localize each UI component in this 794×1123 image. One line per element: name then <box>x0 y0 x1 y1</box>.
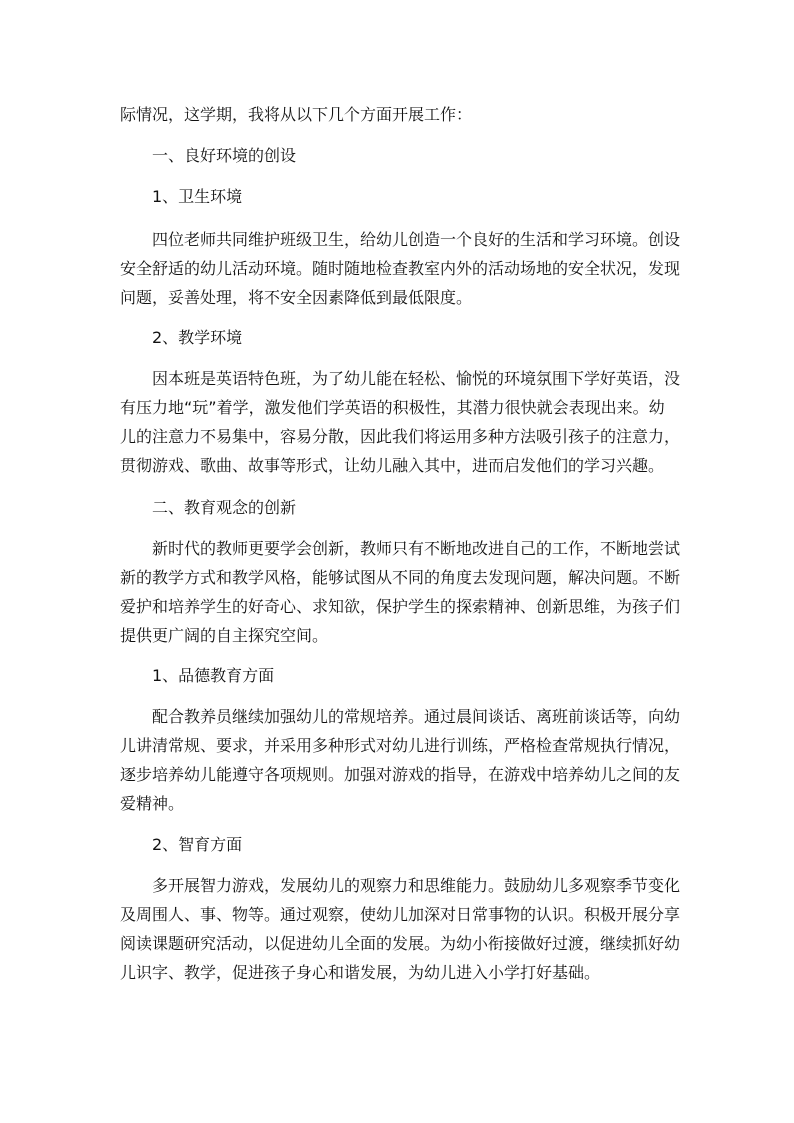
paragraph-line: 新的教学方式和教学风格，能够试图从不同的角度去发现问题，解决问题。不断 <box>120 568 681 587</box>
paragraph-line: 多开展智力游戏，发展幼儿的观察力和思维能力。鼓励幼儿多观察季节变化 <box>152 876 681 895</box>
paragraph-line: 因本班是英语特色班，为了幼儿能在轻松、愉悦的环境氛围下学好英语，没 <box>152 369 681 388</box>
paragraph-moral-education <box>120 702 680 818</box>
paragraph-line: 儿讲清常规、要求，并采用多种形式对幼儿进行训练，严格检查常规执行情况， <box>120 736 681 755</box>
paragraph-line: 爱护和培养学生的好奇心、求知欲，保护学生的探索精神、创新思维，为孩子们 <box>120 597 681 616</box>
paragraph-innovation <box>120 534 680 650</box>
subheading-hygiene-environment: 1、卫生环境 <box>152 187 243 206</box>
subheading-intellectual-education: 2、智育方面 <box>152 835 243 854</box>
paragraph-line: 提供更广阔的自主探究空间。 <box>120 626 329 645</box>
paragraph-intellectual-education <box>120 871 680 987</box>
paragraph-line: 四位老师共同维护班级卫生，给幼儿创造一个良好的生活和学习环境。创设 <box>152 230 681 249</box>
paragraph-line: 有压力地“玩”着学，激发他们学英语的积极性，其潜力很快就会表现出来。幼 <box>120 398 665 417</box>
paragraph-line: 新时代的教师更要学会创新，教师只有不断地改进自己的工作，不断地尝试 <box>152 539 681 558</box>
paragraph-line: 爱精神。 <box>120 794 185 813</box>
paragraph-line: 逐步培养幼儿能遵守各项规则。加强对游戏的指导，在游戏中培养幼儿之间的友 <box>120 765 681 784</box>
paragraph-line: 阅读课题研究活动，以促进幼儿全面的发展。为幼小衔接做好过渡，继续抓好幼 <box>120 934 681 953</box>
paragraph-line: 安全舒适的幼儿活动环境。随时随地检查教室内外的活动场地的安全状况，发现 <box>120 259 681 278</box>
section-heading-environment: 一、良好环境的创设 <box>152 146 297 165</box>
paragraph-line: 问题，妥善处理，将不安全因素降低到最低限度。 <box>120 288 473 307</box>
intro-line: 际情况，这学期，我将从以下几个方面开展工作： <box>120 105 473 124</box>
paragraph-teaching <box>120 364 680 480</box>
subheading-teaching-environment: 2、教学环境 <box>152 328 243 347</box>
paragraph-line: 儿识字、教学，促进孩子身心和谐发展，为幼儿进入小学打好基础。 <box>120 963 601 982</box>
document-page <box>120 100 680 987</box>
paragraph-hygiene <box>120 225 680 312</box>
paragraph-line: 儿的注意力不易集中，容易分散，因此我们将运用多种方法吸引孩子的注意力， <box>120 427 681 446</box>
paragraph-line: 配合教养员继续加强幼儿的常规培养。通过晨间谈话、离班前谈话等，向幼 <box>152 707 681 726</box>
paragraph-line: 贯彻游戏、歌曲、故事等形式，让幼儿融入其中，进而启发他们的学习兴趣。 <box>120 456 665 475</box>
section-heading-education-concepts: 二、教育观念的创新 <box>152 498 297 517</box>
paragraph-line: 及周围人、事、物等。通过观察，使幼儿加深对日常事物的认识。积极开展分享 <box>120 905 681 924</box>
subheading-moral-education: 1、品德教育方面 <box>152 666 275 685</box>
